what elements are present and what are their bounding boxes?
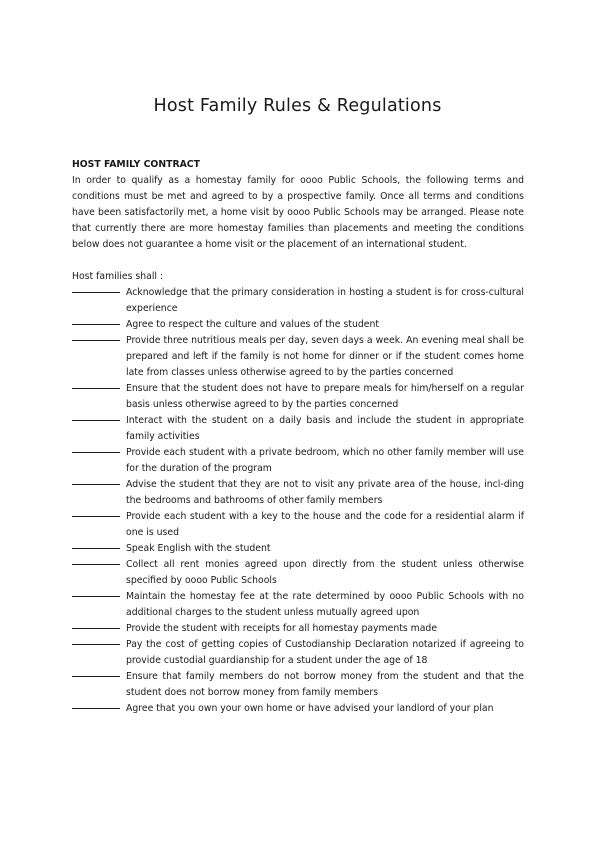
rule-item: [72, 477, 524, 509]
rule-item: [72, 589, 524, 621]
rule-text: Provide each student with a key to the house and the code for a residential alarm if one is used: [126, 511, 524, 538]
rule-text: Pay the cost of getting copies of Custodianship Declaration notarized if agreeing to provide custodial guardianship for a student under the age of 18: [126, 639, 524, 666]
initial-blank[interactable]: [72, 381, 120, 389]
rule-item: [72, 557, 524, 589]
rule-text: Agree to respect the culture and values of the student: [126, 319, 380, 330]
rule-text: Acknowledge that the primary consideration in hosting a student is for cross-cultural experience: [126, 287, 524, 314]
rule-text: Ensure that the student does not have to prepare meals for him/herself on a regular basis unless otherwise agreed to by the parties concerned: [126, 383, 524, 410]
rule-item: [72, 381, 524, 413]
initial-blank[interactable]: [72, 285, 120, 293]
initial-blank[interactable]: [72, 637, 120, 645]
rule-item: [72, 285, 524, 317]
initial-blank[interactable]: [72, 509, 120, 517]
rule-text: Maintain the homestay fee at the rate determined by oooo Public Schools with no additional charges to the student unless mutually agreed upon: [126, 591, 524, 618]
initial-blank[interactable]: [72, 413, 120, 421]
rule-item: [72, 621, 524, 637]
rule-item: [72, 637, 524, 669]
rule-text: Provide the student with receipts for all homestay payments made: [126, 623, 438, 634]
rule-item: [72, 413, 524, 445]
initial-blank[interactable]: [72, 445, 120, 453]
initial-blank[interactable]: [72, 701, 120, 709]
rule-text: Ensure that family members do not borrow money from the student and that the student does not borrow money from family members: [126, 671, 524, 698]
rule-text: Agree that you own your own home or have advised your landlord of your plan: [126, 703, 494, 714]
document-body: [72, 157, 524, 717]
rule-text: Speak English with the student: [126, 543, 271, 554]
rule-text: Interact with the student on a daily basis and include the student in appropriate family activities: [126, 415, 524, 442]
initial-blank[interactable]: [72, 333, 120, 341]
initial-blank[interactable]: [72, 589, 120, 597]
initial-blank[interactable]: [72, 621, 120, 629]
rule-item: [72, 701, 524, 717]
initial-blank[interactable]: [72, 557, 120, 565]
rule-item: [72, 333, 524, 381]
rule-item: [72, 669, 524, 701]
rule-text: Provide each student with a private bedroom, which no other family member will use for the duration of the program: [126, 447, 524, 474]
rule-item: [72, 317, 524, 333]
rule-item: [72, 509, 524, 541]
intro-paragraph: In order to qualify as a homestay family for oooo Public Schools, the following terms and conditions must be met and agreed to by a prospective family. Once all terms and conditions have been satisfactorily met, a home visit by oooo Public Schools may be arranged. Please note that currently there are more homestay families than placements and meeting the conditions below does not guarantee a home visit or the placement of an international student.: [72, 175, 524, 250]
rule-item: [72, 445, 524, 477]
rule-text: Advise the student that they are not to visit any private area of the house, incl-ding the bedrooms and bathrooms of other family members: [126, 479, 524, 506]
initial-blank[interactable]: [72, 477, 120, 485]
shall-label: Host families shall :: [72, 271, 164, 282]
section-heading: HOST FAMILY CONTRACT: [72, 159, 200, 170]
document-title: Host Family Rules & Regulations: [153, 96, 442, 116]
rule-text: Collect all rent monies agreed upon directly from the student unless otherwise specified by oooo Public Schools: [126, 559, 524, 586]
rules-list: [72, 285, 524, 717]
initial-blank[interactable]: [72, 317, 120, 325]
rule-text: Provide three nutritious meals per day, seven days a week. An evening meal shall be prepared and left if the family is not home for dinner or if the student comes home late from classes unless otherwise agreed to by the parties concerned: [126, 335, 524, 378]
initial-blank[interactable]: [72, 541, 120, 549]
initial-blank[interactable]: [72, 669, 120, 677]
rule-item: [72, 541, 524, 557]
